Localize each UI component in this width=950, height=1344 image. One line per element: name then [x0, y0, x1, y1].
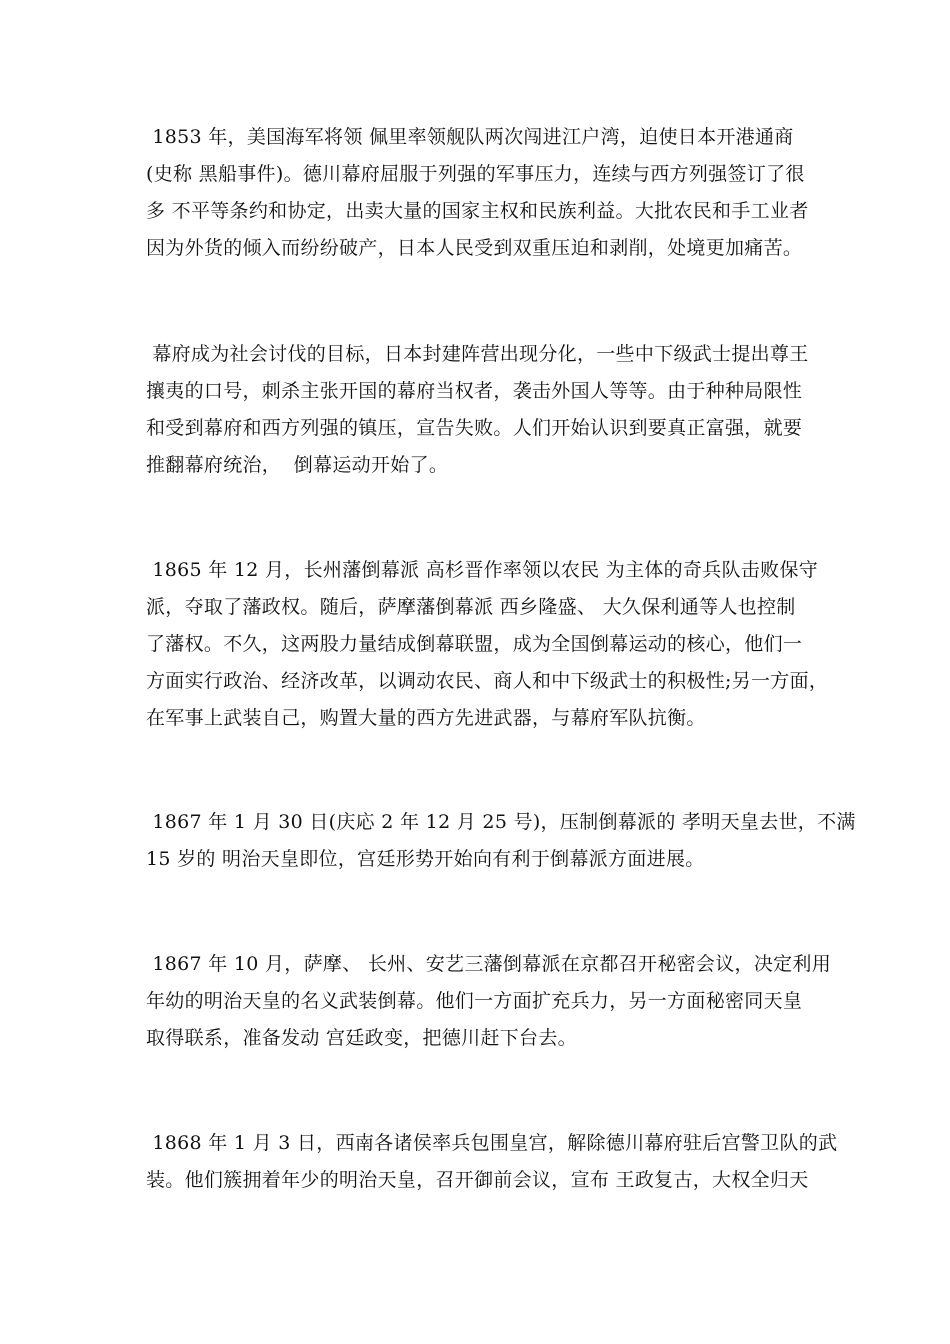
paragraph-line: 在军事上武装自己，购置大量的西方先进武器，与幕府军队抗衡。: [146, 707, 706, 729]
paragraph-black-ships: [146, 119, 826, 267]
paragraph-line: 1867 年 1 月 30 日(庆応 2 年 12 月 25 号)，压制倒幕派的 孝明天皇去世，不满: [146, 811, 856, 833]
paragraph-line: 推翻幕府统治， 倒幕运动开始了。: [146, 454, 449, 476]
paragraph-line: 取得联系，准备发动 宫廷政变，把德川赶下台去。: [146, 1027, 577, 1049]
paragraph-line: 年幼的明治天皇的名义武装倒幕。他们一方面扩充兵力，另一方面秘密同天皇: [146, 990, 803, 1012]
paragraph-line: 幕府成为社会讨伐的目标，日本封建阵营出现分化，一些中下级武士提出尊王: [146, 343, 809, 365]
paragraph-line: 15 岁的 明治天皇即位，宫廷形势开始向有利于倒幕派方面进展。: [146, 848, 705, 870]
paragraph-line: 攘夷的口号，刺杀主张开国的幕府当权者，袭击外国人等等。由于种种局限性: [146, 380, 803, 402]
paragraph-line: 派，夺取了藩政权。随后，萨摩藩倒幕派 西乡隆盛、 大久保利通等人也控制: [146, 596, 796, 618]
paragraph-line: 1865 年 12 月，长州藩倒幕派 高杉晋作率领以农民 为主体的奇兵队击败保守: [146, 559, 819, 581]
paragraph-line: 1853 年，美国海军将领 佩里率领舰队两次闯进江户湾，迫使日本开港通商: [146, 126, 794, 148]
paragraph-line: 方面实行政治、经济改革，以调动农民、商人和中下级武士的积极性;另一方面，: [146, 670, 829, 692]
paragraph-line: 多 不平等条约和协定，出卖大量的国家主权和民族利益。大批农民和手工业者: [146, 200, 809, 222]
paragraph-line: (史称 黑船事件)。德川幕府屈服于列强的军事压力，连续与西方列强签订了很: [146, 163, 805, 185]
paragraph-1868: [146, 1125, 838, 1199]
paragraph-line: 和受到幕府和西方列强的镇压，宣告失败。人们开始认识到要真正富强，就要: [146, 417, 803, 439]
paragraph-line: 因为外货的倾入而纷纷破产，日本人民受到双重压迫和剥削，处境更加痛苦。: [146, 237, 803, 259]
paragraph-line: 1868 年 1 月 3 日，西南各诸侯率兵包围皇宫，解除德川幕府驻后宫警卫队的武: [146, 1132, 838, 1154]
paragraph-1865: [146, 552, 829, 737]
paragraph-line: 1867 年 10 月，萨摩、 长州、安艺三藩倒幕派在京都召开秘密会议，决定利用: [146, 953, 832, 975]
paragraph-shogunate-target: [146, 336, 826, 484]
paragraph-line: 装。他们簇拥着年少的明治天皇，召开御前会议，宣布 王政复古，大权全归天: [146, 1169, 809, 1191]
paragraph-1867-october: [146, 946, 832, 1057]
paragraph-1867-january: [146, 804, 856, 878]
paragraph-line: 了藩权。不久，这两股力量结成倒幕联盟，成为全国倒幕运动的核心，他们一: [146, 633, 803, 655]
